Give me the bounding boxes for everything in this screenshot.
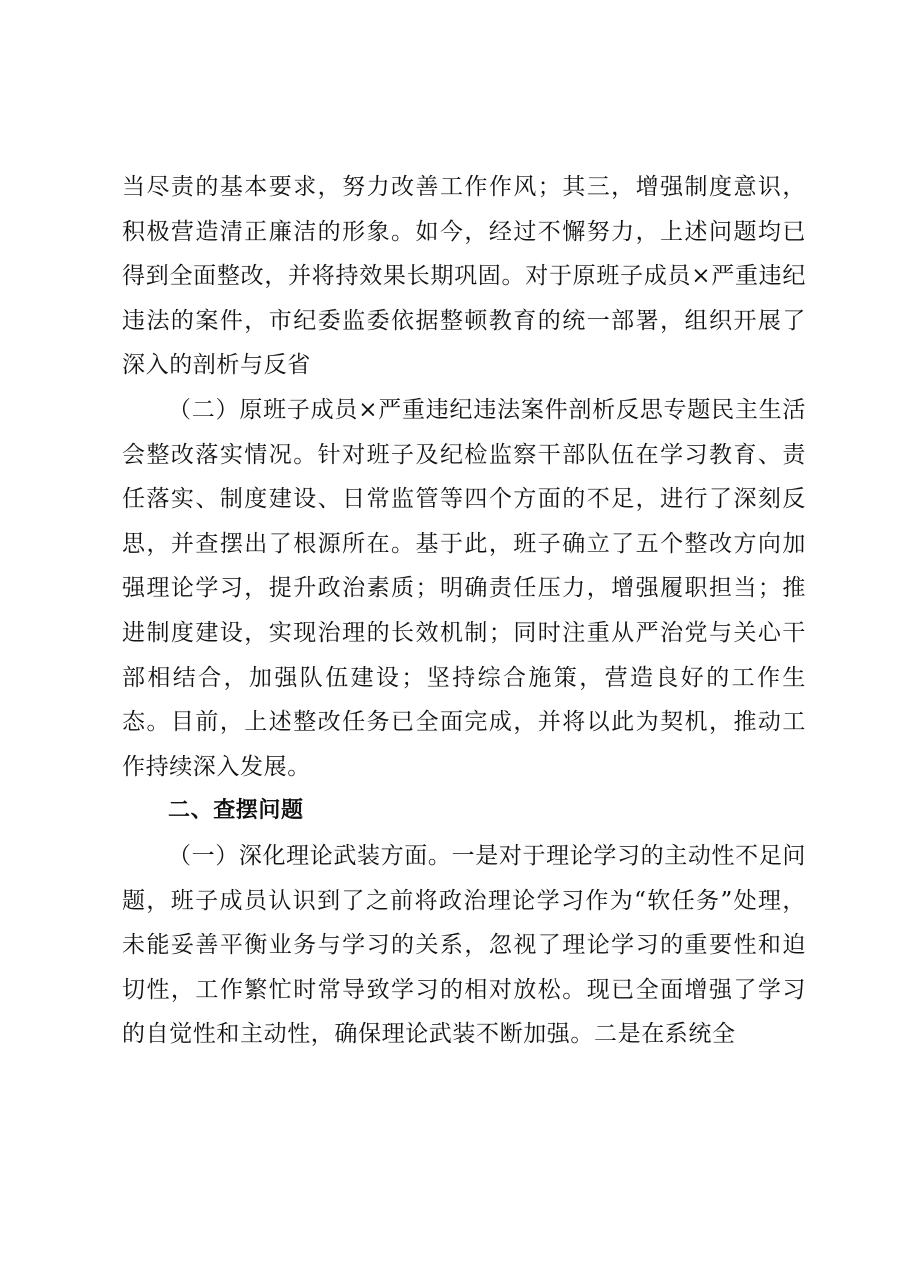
section-heading-find-problems: 二、查摆问题 [168, 798, 304, 824]
paragraph-continuation: 当尽责的基本要求，努力改善工作作风；其三，增强制度意识，积极营造清正廉洁的形象。如今，经过不懈努力，上述问题均已得到全面整改，并将持效果长期巩固。对于原班子成员×严重违纪违法的案件，市纪委监委依据整顿教育的统一部署，组织开展了深入的剖析与反省 [122, 174, 806, 379]
paragraph-section-two-rectification: （二）原班子成员×严重违纪违法案件剖析反思专题民主生活会整改落实情况。针对班子及纪检监察干部队伍在学习教育、责任落实、制度建设、日常监管等四个方面的不足，进行了深刻反思，并查摆出了根源所在。基于此，班子确立了五个整改方向加强理论学习，提升政治素质；明确责任压力，增强履职担当；推进制度建设，实现治理的长效机制；同时注重从严治党与关心干部相结合，加强队伍建设；坚持综合施策，营造良好的工作生态。目前，上述整改任务已全面完成，并将以此为契机，推动工作持续深入发展。 [122, 396, 806, 780]
document-body [122, 165, 806, 1057]
paragraph-theory-armament: （一）深化理论武装方面。一是对于理论学习的主动性不足问题，班子成员认识到了之前将政治理论学习作为“软任务”处理，未能妥善平衡业务与学习的关系，忽视了理论学习的重要性和迫切性，工作繁忙时常导致学习的相对放松。现已全面增强了学习的自觉性和主动性，确保理论武装不断加强。二是在系统全 [122, 842, 806, 1048]
